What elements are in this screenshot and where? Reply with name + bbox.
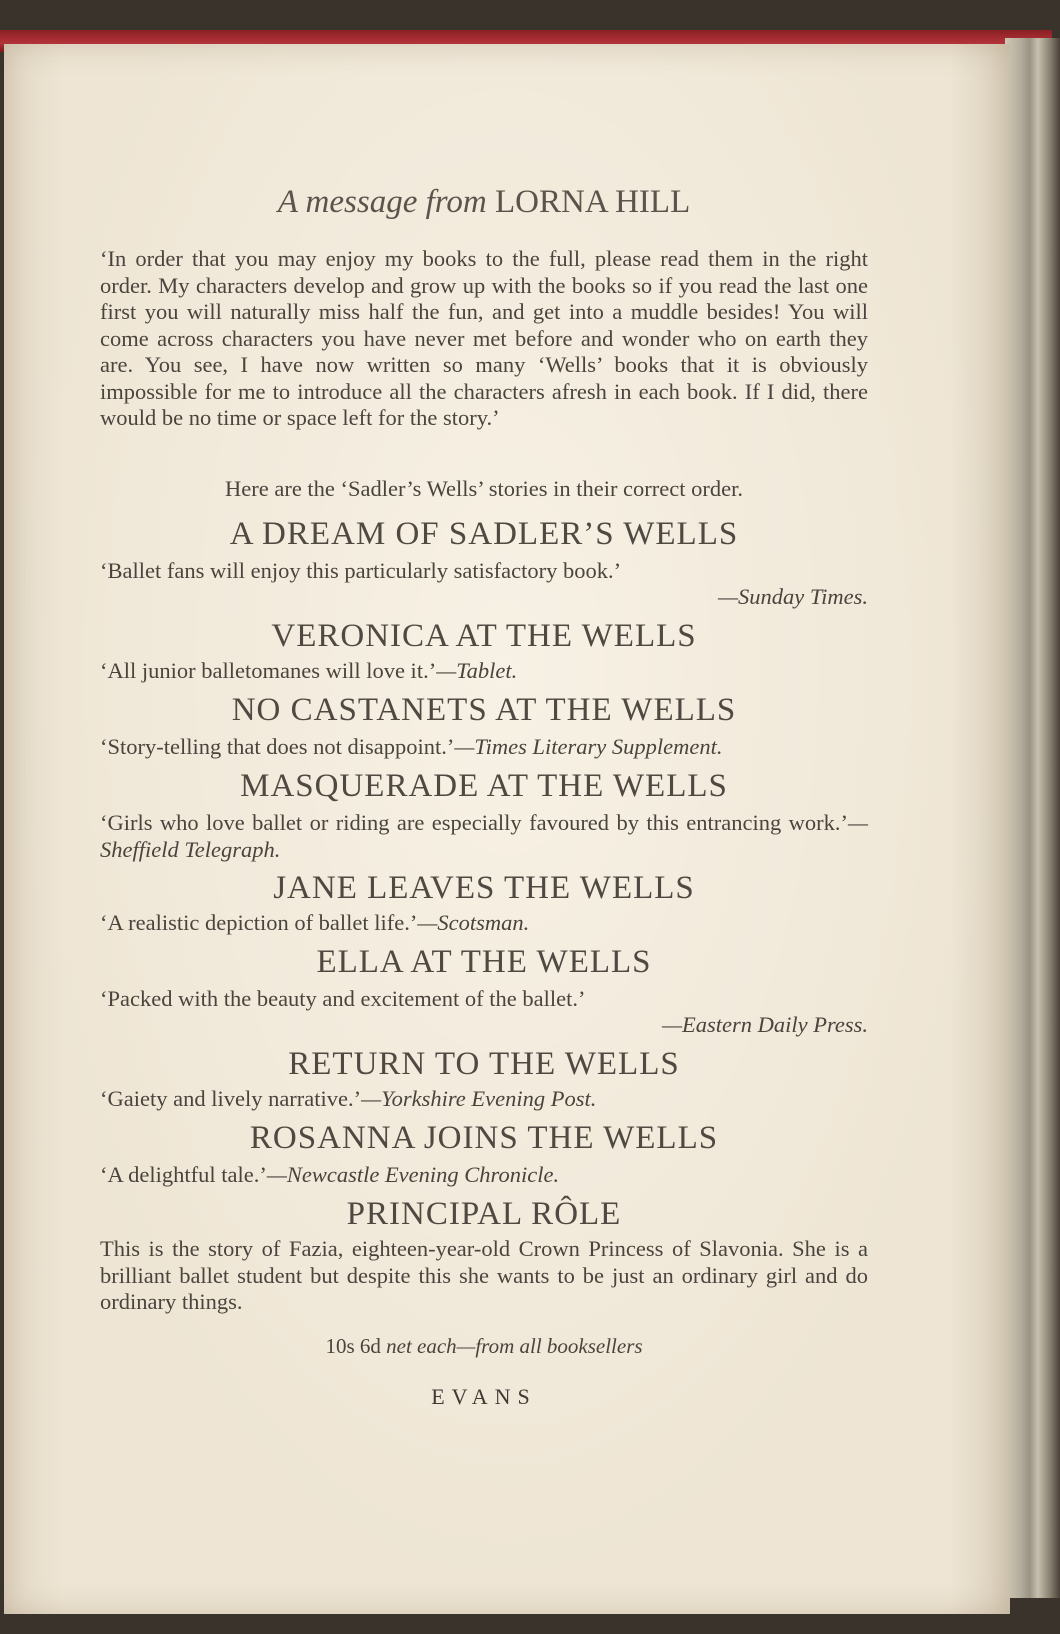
publisher-name: EVANS: [431, 1384, 537, 1409]
review-source: —Sunday Times.: [717, 584, 868, 609]
price-line: [100, 1334, 868, 1359]
book-title: ELLA AT THE WELLS: [316, 944, 652, 980]
author-message: ‘In order that you may enjoy my books to the full, please read them in the right order. My characters develop and grow up with the books so if you read the last one first you will naturally miss half the fun, and get into a muddle besides! You will come across characters you have never met before and wonder who on earth they are. You see, I have now written so many ‘Wells’ books that it is obviously impossible for me to introduce all the characters afresh in each book. If I did, there would be no time or space left for the story.’: [100, 246, 868, 430]
message-heading: [100, 184, 868, 221]
review-source: —Tablet.: [436, 658, 518, 683]
price-rest: net each—from all booksellers: [386, 1334, 643, 1358]
book-title: JANE LEAVES THE WELLS: [273, 870, 695, 906]
dust-jacket-page: [4, 44, 1010, 1614]
heading-author: LORNA HILL: [495, 184, 691, 220]
book-title: MASQUERADE AT THE WELLS: [240, 768, 728, 804]
book-title: ROSANNA JOINS THE WELLS: [249, 1120, 719, 1156]
review-quote: ‘A realistic depiction of ballet life.’: [100, 910, 418, 935]
review-quote: ‘All junior balletomanes will love it.’: [100, 658, 437, 683]
book-review: ‘Packed with the beauty and excitement of the ballet.’: [100, 986, 586, 1011]
review-source: —Times Literary Supplement.: [454, 734, 723, 759]
heading-prefix: A message from: [277, 184, 487, 220]
review-quote: ‘Story-telling that does not disappoint.’: [100, 734, 455, 759]
book-spine: [1005, 38, 1060, 1598]
book-review: [100, 658, 868, 685]
book-title: VERONICA AT THE WELLS: [271, 618, 697, 654]
book-review: [100, 734, 868, 761]
book-review: [100, 910, 868, 937]
book-title: PRINCIPAL RÔLE: [346, 1196, 622, 1232]
book-review: [100, 810, 868, 863]
review-source: —Yorkshire Evening Post.: [361, 1086, 597, 1111]
review-source: —Sheffield Telegraph.: [100, 810, 868, 862]
review-quote: ‘Gaiety and lively narrative.’: [100, 1086, 362, 1111]
price-amount: 10s 6d: [325, 1334, 381, 1358]
review-source: —Scotsman.: [417, 910, 530, 935]
review-source: —Eastern Daily Press.: [661, 1012, 868, 1037]
book-description: This is the story of Fazia, eighteen-year-old Crown Princess of Slavonia. She is a brilliant ballet student but despite this she wants to be just an ordinary girl and do ordinary things.: [100, 1236, 868, 1314]
review-quote: ‘A delightful tale.’: [100, 1162, 267, 1187]
book-review: ‘Ballet fans will enjoy this particularly satisfactory book.’: [100, 558, 622, 583]
review-quote: ‘Girls who love ballet or riding are especially favoured by this entrancing work.’: [100, 810, 848, 835]
book-review: [100, 1086, 868, 1113]
review-source: —Newcastle Evening Chronicle.: [266, 1162, 560, 1187]
book-title: NO CASTANETS AT THE WELLS: [231, 692, 737, 728]
reading-order-line: Here are the ‘Sadler’s Wells’ stories in their correct order.: [225, 476, 743, 501]
book-review: [100, 1162, 868, 1189]
book-title: RETURN TO THE WELLS: [288, 1046, 680, 1082]
book-title: A DREAM OF SADLER’S WELLS: [229, 516, 739, 552]
